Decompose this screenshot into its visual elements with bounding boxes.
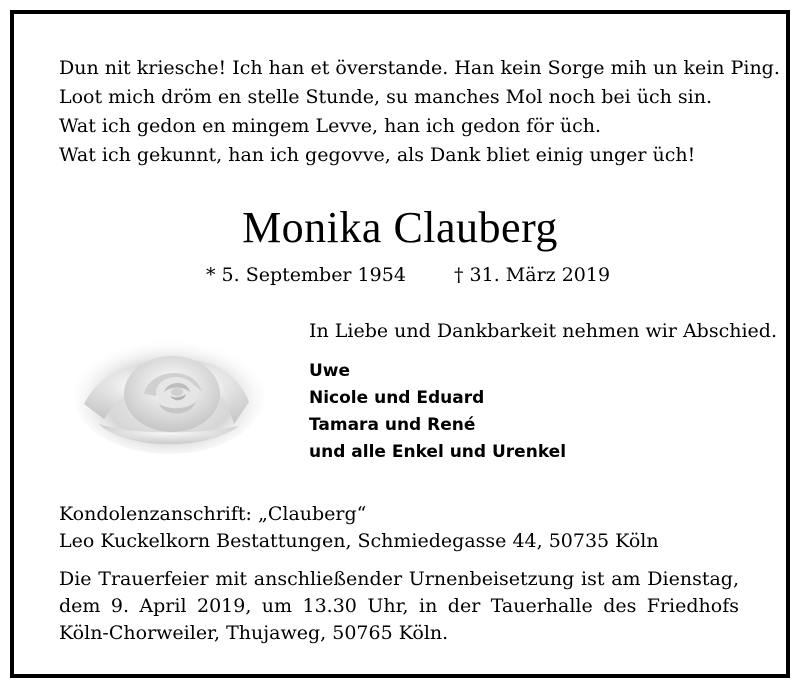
deceased-name: Monika Clauberg [242, 203, 558, 252]
birth-date: * 5. September 1954 [206, 264, 406, 286]
poem-line: Wat ich gekunnt, han ich gegovve, als Dank bliet einig unger üch! [59, 144, 696, 166]
poem-line: Dun nit kriesche! Ich han et överstande. Han kein Sorge mih un kein Ping. [59, 57, 780, 79]
mourner: und alle Enkel und Urenkel [309, 442, 567, 462]
poem [59, 54, 780, 170]
condolence-address [59, 501, 659, 555]
poem-line: Loot mich dröm en stelle Stunde, su manches Mol noch bei üch sin. [59, 86, 713, 108]
poem-line: Wat ich gedon en mingem Levve, han ich gedon för üch. [59, 115, 601, 137]
rose-icon [64, 334, 264, 454]
condolence-line: Kondolenzanschrift: „Clauberg“ [59, 503, 367, 525]
ceremony-info: Die Trauerfeier mit anschließender Urnenbeisetzung ist am Dienstag, dem 9. April 2019, um 13.30 Uhr, in der Tauerhalle des Friedhofs Köln-Chorweiler, Thujaweg, 50765 Köln. [59, 568, 739, 644]
mourner: Tamara und René [309, 415, 476, 435]
mourners-list [309, 358, 566, 466]
farewell-text: In Liebe und Dankbarkeit nehmen wir Abschied. [309, 320, 777, 342]
condolence-line: Leo Kuckelkorn Bestattungen, Schmiedegasse 44, 50735 Köln [59, 530, 659, 552]
death-date: † 31. März 2019 [454, 264, 611, 286]
mourner: Uwe [309, 361, 351, 381]
mourner: Nicole und Eduard [309, 388, 485, 408]
obituary-notice [10, 10, 790, 678]
